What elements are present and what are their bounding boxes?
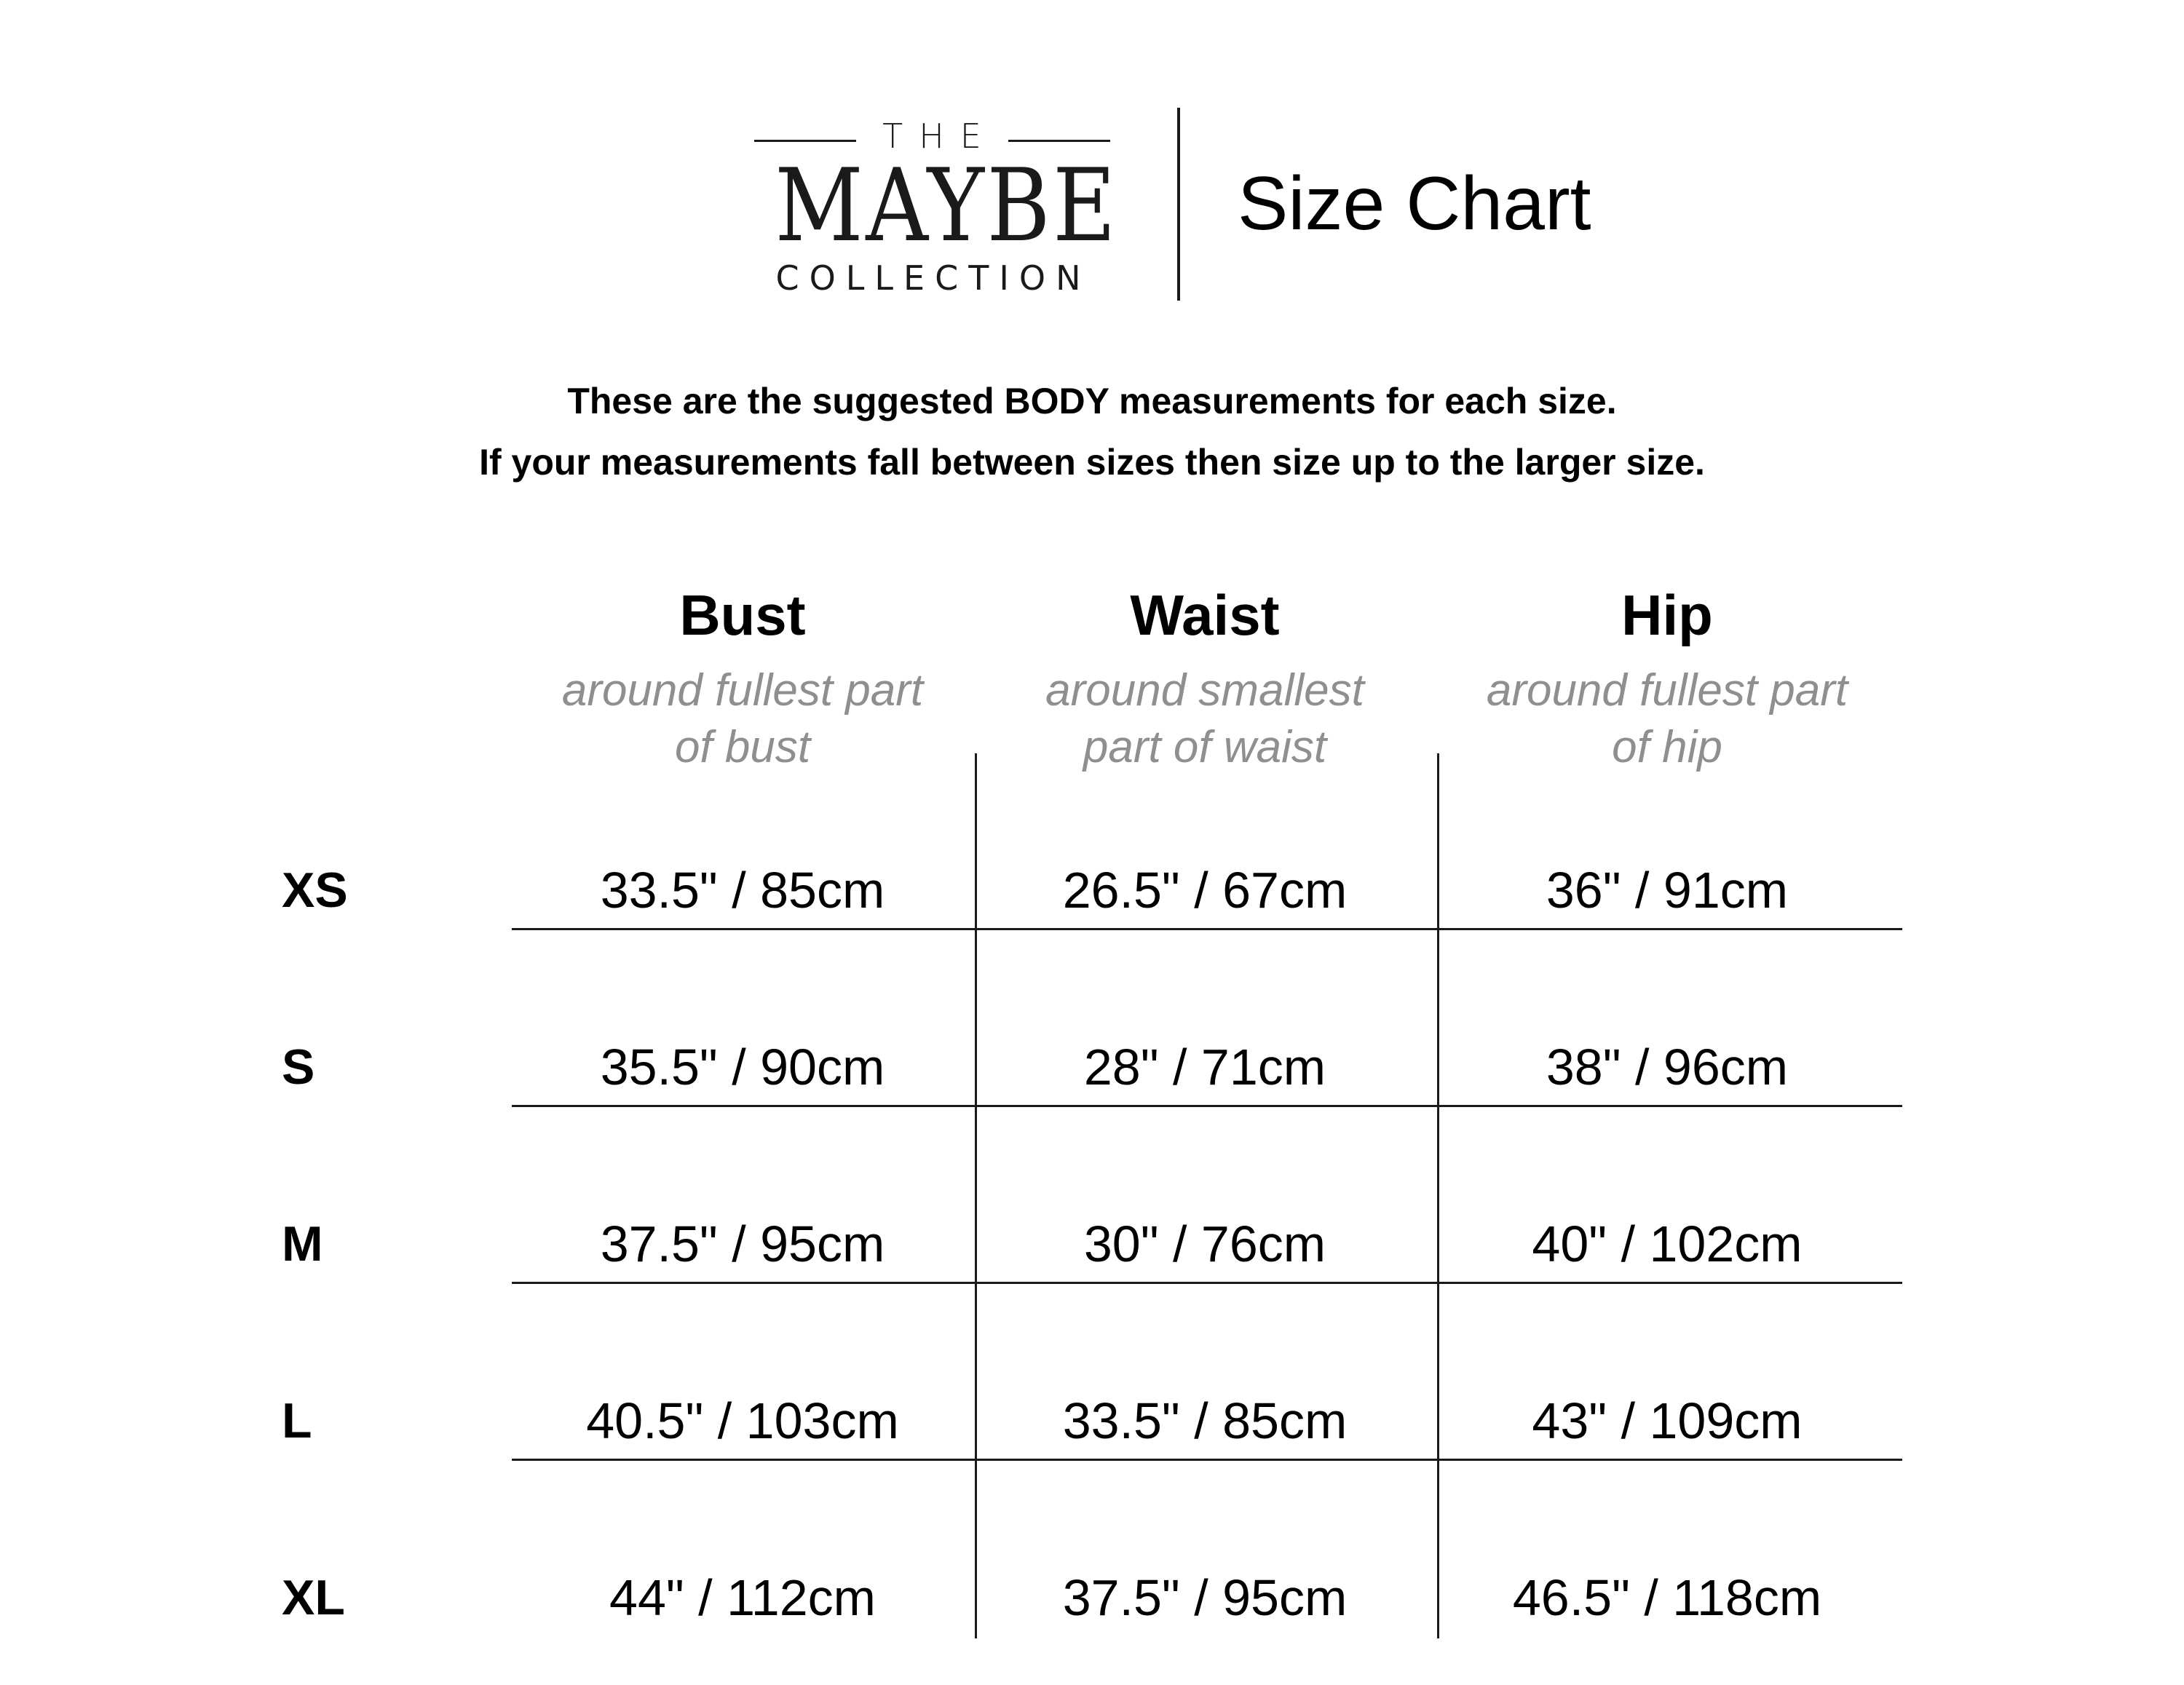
column-desc-waist-1: around smallest bbox=[1045, 665, 1364, 715]
intro-line-2: If your measurements fall between sizes then size up to the larger size. bbox=[479, 442, 1705, 483]
table-cell: 35.5" / 90cm bbox=[600, 1039, 885, 1095]
column-desc-waist-2: part of waist bbox=[1083, 722, 1327, 772]
row-divider bbox=[512, 1282, 1902, 1284]
table-cell: 40.5" / 103cm bbox=[586, 1392, 899, 1449]
logo-subtitle: COLLECTION bbox=[775, 258, 1091, 298]
table-cell: 30" / 76cm bbox=[1083, 1216, 1326, 1272]
table-cell: 43" / 109cm bbox=[1532, 1392, 1803, 1449]
table-cell: 44" / 112cm bbox=[609, 1569, 876, 1626]
table-cell: 40" / 102cm bbox=[1532, 1216, 1803, 1272]
table-cell: 37.5" / 95cm bbox=[600, 1216, 885, 1272]
row-divider bbox=[512, 928, 1902, 930]
page-title: Size Chart bbox=[1238, 162, 1591, 246]
size-label-l: L bbox=[282, 1393, 312, 1448]
table-cell: 33.5" / 85cm bbox=[600, 862, 885, 919]
size-label-xl: XL bbox=[282, 1570, 345, 1625]
header-divider bbox=[1177, 108, 1180, 301]
intro-line-1: These are the suggested BODY measurements for each size. bbox=[567, 381, 1617, 421]
table-cell: 28" / 71cm bbox=[1083, 1039, 1326, 1095]
size-label-xs: XS bbox=[282, 863, 348, 918]
column-header-bust: Bust bbox=[679, 583, 806, 647]
logo-rule-right bbox=[1008, 140, 1110, 142]
table-cell: 46.5" / 118cm bbox=[1512, 1569, 1822, 1626]
brand-logo bbox=[750, 109, 1119, 306]
table-cell: 36" / 91cm bbox=[1546, 862, 1789, 919]
column-header-waist: Waist bbox=[1130, 583, 1280, 647]
table-cell: 33.5" / 85cm bbox=[1062, 1392, 1348, 1449]
logo-the: THE bbox=[882, 116, 997, 156]
row-divider bbox=[512, 1459, 1902, 1461]
size-label-s: S bbox=[282, 1039, 315, 1095]
column-desc-bust-2: of bust bbox=[674, 722, 811, 772]
table-cell: 26.5" / 67cm bbox=[1062, 862, 1348, 919]
row-divider bbox=[512, 1105, 1902, 1107]
logo-wordmark: MAYBE bbox=[775, 147, 1119, 264]
table-cell: 38" / 96cm bbox=[1546, 1039, 1789, 1095]
column-desc-hip-1: around fullest part bbox=[1486, 665, 1848, 715]
logo-rule-left bbox=[754, 140, 856, 142]
table-cell: 37.5" / 95cm bbox=[1062, 1569, 1348, 1626]
column-header-hip: Hip bbox=[1621, 583, 1713, 647]
size-label-m: M bbox=[282, 1216, 323, 1272]
column-desc-hip-2: of hip bbox=[1612, 722, 1722, 772]
column-desc-bust-1: around fullest part bbox=[561, 665, 924, 715]
